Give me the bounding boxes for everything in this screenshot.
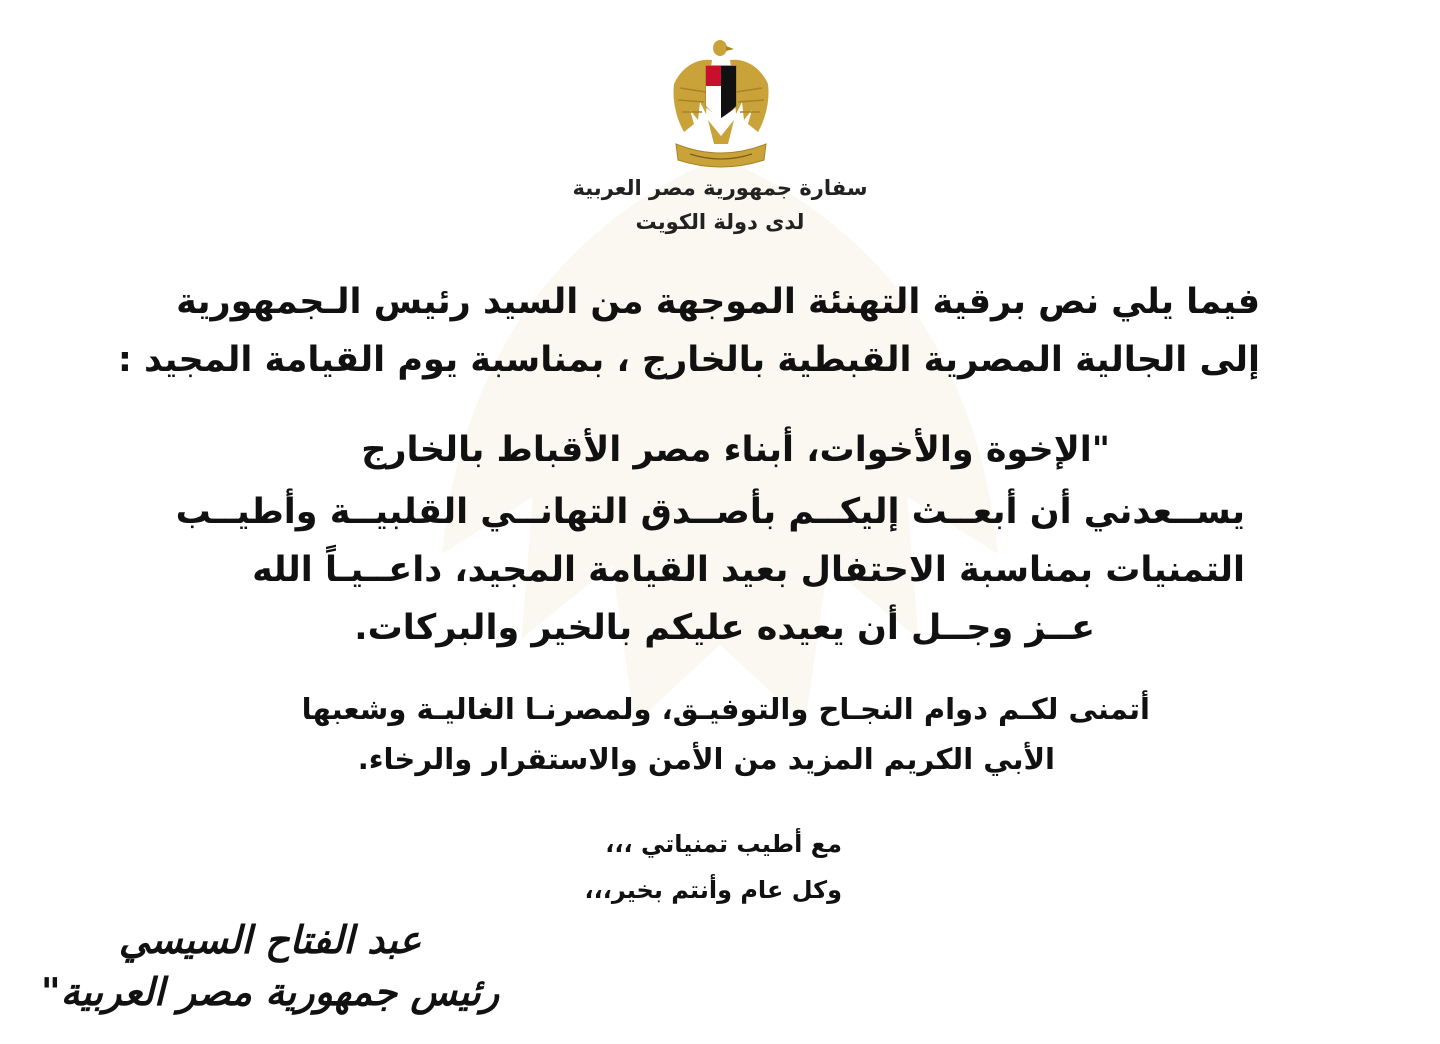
closing-line-1: مع أطيب تمنياتي ،،، [605,830,842,858]
wish-line-2: الأبي الكريم المزيد من الأمن والاستقرار والرخاء. [357,742,1055,776]
egypt-emblem-icon [668,36,774,170]
signature-name: عبد الفتاح السيسي [118,918,422,962]
message-body-line-2: التمنيات بمناسبة الاحتفال بعيد القيامة المجيد، داعــيـاً الله [252,550,1245,590]
embassy-name: سفارة جمهورية مصر العربية [572,176,868,200]
embassy-country: لدى دولة الكويت [635,210,805,234]
closing-line-2: وكل عام وأنتم بخير،،، [584,876,842,904]
intro-line-2: إلى الجالية المصرية القبطية بالخارج ، بمناسبة يوم القيامة المجيد : [117,340,1260,380]
message-body-line-3: عــز وجــل أن يعيده عليكم بالخير والبركات. [354,608,1095,648]
message-greeting: "الإخوة والأخوات، أبناء مصر الأقباط بالخارج [361,430,1110,470]
intro-line-1: فيما يلي نص برقية التهنئة الموجهة من السيد رئيس الـجمهورية [176,282,1260,322]
message-body-line-1: يســعدني أن أبعــث إليكــم بأصــدق التهانــي القلبيــة وأطيــب [175,492,1245,532]
wish-line-1: أتمنى لكـم دوام النجـاح والتوفيـق، ولمصرنـا الغاليـة وشعبها [301,692,1150,726]
signature-title: رئيس جمهورية مصر العربية" [40,970,500,1014]
